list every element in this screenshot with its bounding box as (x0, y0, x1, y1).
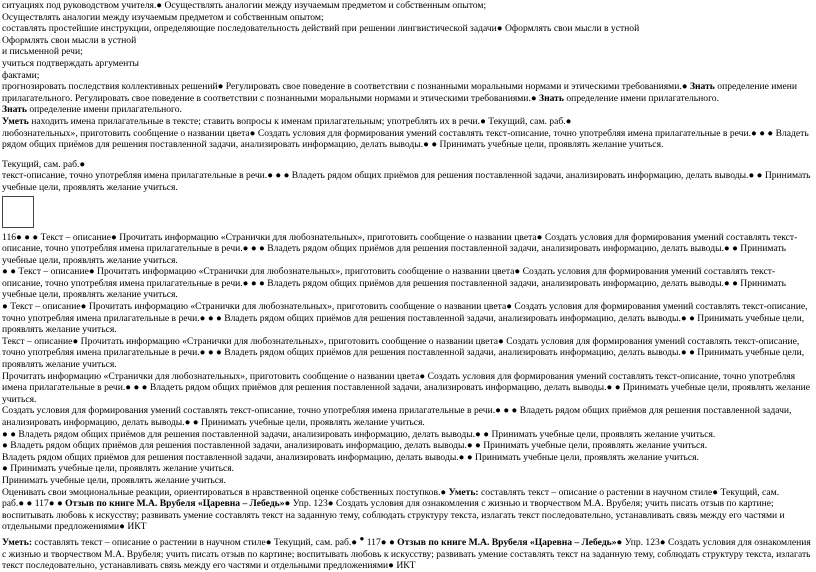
document-page (2, 0, 812, 572)
paragraph: ● Текст – описание● Прочитать информацию «Странички для любознательных», приготовить сообщение о названии цвета● Создать условия для формирования умений составлять текст-описание, точно употребляя имена прилагательные в речи.● ● ● Владеть рядом общих приёмов для решения поставленной задачи, анализировать информацию, делать выводы.● ● Принимать учебные цели, проявлять желание учиться. (2, 301, 808, 336)
paragraph: 116● ● ● Текст – описание● Прочитать информацию «Странички для любознательных», приготовить сообщение о названии цвета● Создать условия для формирования умений составлять текст-описание, точно употребляя имена прилагательные в речи.● ● ● Владеть рядом общих приёмов для решения поставленной задачи, анализировать информацию, делать выводы.● ● Принимать учебные цели, проявлять желание учиться. (2, 231, 798, 266)
text-line: Оформлять свои мысли в устной (2, 34, 137, 46)
paragraph: Прочитать информацию «Странички для любознательных», приготовить сообщение о названии цвета● Создать условия для формирования умений составлять текст-описание, точно употребляя имена прилагательные в речи.● ● ● Владеть рядом общих приёмов для решения поставленной задачи, анализировать информацию, делать выводы.● ● Принимать учебные цели, проявлять желание учиться. (2, 370, 810, 405)
text-line: и письменной речи; (2, 46, 83, 58)
text-line: составлять простейшие инструкции, определяющие последовательность действий при решении лингвистической задачи● Оформлять свои мысли в устной (2, 23, 640, 35)
paragraph: Уметь: составлять текст – описание о растении в научном стиле● Текущий, сам. раб.● ● 117● ● Отзыв по книге М.А. Врубеля «Царевна – Лебедь»● Упр. 123● Создать условия для ознакомления с жизнью и творчеством М.А. Врубеля; учить писать отзыв по картине; воспитывать любовь к искусству; развивать умение составлять текст на заданную тему, соблюдать структуру текста, излагать текст последовательно, устанавливать связь между его частями и отдельными предложениями● ИКТ (2, 533, 811, 572)
paragraph: прогнозировать последствия коллективных решений● Регулировать свое поведение в соответствии с познанными моральными нормами и этическими требованиями.● Знать определение имени прилагательного. Регулировать свое поведение в соответствии с познанными моральными нормами и этическими требованиями.● Знать определение имени прилагательного. (2, 81, 797, 104)
text-line: Текущий, сам. раб.● (2, 158, 86, 170)
text-line: Осуществлять аналогии между изучаемым предметом и собственным опытом; (2, 11, 324, 23)
paragraph: Оценивать свои эмоциональные реакции, ориентироваться в нравственной оценке собственных поступков.● Уметь: составлять текст – описание о растении в научном стиле● Текущий, сам. (2, 486, 780, 498)
paragraph: Принимать учебные цели, проявлять желание учиться. (2, 474, 226, 486)
paragraph: ● Владеть рядом общих приёмов для решения поставленной задачи, анализировать информацию, делать выводы.● ● Принимать учебные цели, проявлять желание учиться. (2, 440, 708, 452)
image-placeholder (2, 196, 34, 228)
paragraph: ● ● Текст – описание● Прочитать информацию «Странички для любознательных», приготовить сообщение о названии цвета● Создать условия для формирования умений составлять текст-описание, точно употребляя имена прилагательные в речи.● ● ● Владеть рядом общих приёмов для решения поставленной задачи, анализировать информацию, делать выводы.● ● Принимать учебные цели, проявлять желание учиться. (2, 266, 787, 301)
paragraph: раб.● ● 117● ● Отзыв по книге М.А. Врубеля «Царевна – Лебедь»● Упр. 123● Создать условия для ознакомления с жизнью и творчеством М.А. Врубеля; учить писать отзыв по картине; воспитывать любовь к искусству; развивать умение составлять текст на заданную тему, соблюдать структуру текста, излагать текст последовательно, устанавливать связь между его частями и отдельными предложениями● ИКТ (2, 498, 785, 533)
paragraph: Владеть рядом общих приёмов для решения поставленной задачи, анализировать информацию, делать выводы.● ● Принимать учебные цели, проявлять желание учиться. (2, 451, 699, 463)
paragraph: Текст – описание● Прочитать информацию «Странички для любознательных», приготовить сообщение о названии цвета● Создать условия для формирования умений составлять текст-описание, точно употребляя имена прилагательные в речи.● ● ● Владеть рядом общих приёмов для решения поставленной задачи, анализировать информацию, делать выводы.● ● Принимать учебные цели, проявлять желание учиться. (2, 335, 805, 371)
text-line: ситуациях под руководством учителя.● Осуществлять аналогии между изучаемым предметом и собственным опытом; (2, 0, 487, 11)
paragraph: текст-описание, точно употребляя имена прилагательные в речи.● ● ● Владеть рядом общих приёмов для решения поставленной задачи, анализировать информацию, делать выводы.● ● Принимать учебные цели, проявлять желание учиться. (2, 170, 811, 193)
paragraph: Создать условия для формирования умений составлять текст-описание, точно употребляя имена прилагательные в речи.● ● ● Владеть рядом общих приёмов для решения поставленной задачи, анализировать информацию, делать выводы.● ● Принимать учебные цели, проявлять желание учиться. (2, 405, 792, 428)
paragraph: Знать определение имени прилагательного. (2, 104, 182, 116)
paragraph: ● ● Владеть рядом общих приёмов для решения поставленной задачи, анализировать информацию, делать выводы.● ● Принимать учебные цели, проявлять желание учиться. (2, 428, 716, 440)
paragraph: Уметь находить имена прилагательные в тексте; ставить вопросы к именам прилагательным; употреблять их в речи.● Текущий, сам. раб.● (2, 115, 572, 127)
text-line: учиться подтверждать аргументы (2, 57, 139, 69)
paragraph: любознательных», приготовить сообщение о названии цвета● Создать условия для формирования умений составлять текст-описание, точно употребляя имена прилагательные в речи.● ● ● Владеть рядом общих приёмов для решения поставленной задачи, анализировать информацию, делать выводы.● ● Принимать учебные цели, проявлять желание учиться. (2, 127, 809, 151)
paragraph: ● Принимать учебные цели, проявлять желание учиться. (2, 463, 235, 475)
text-line: фактами; (2, 69, 40, 81)
